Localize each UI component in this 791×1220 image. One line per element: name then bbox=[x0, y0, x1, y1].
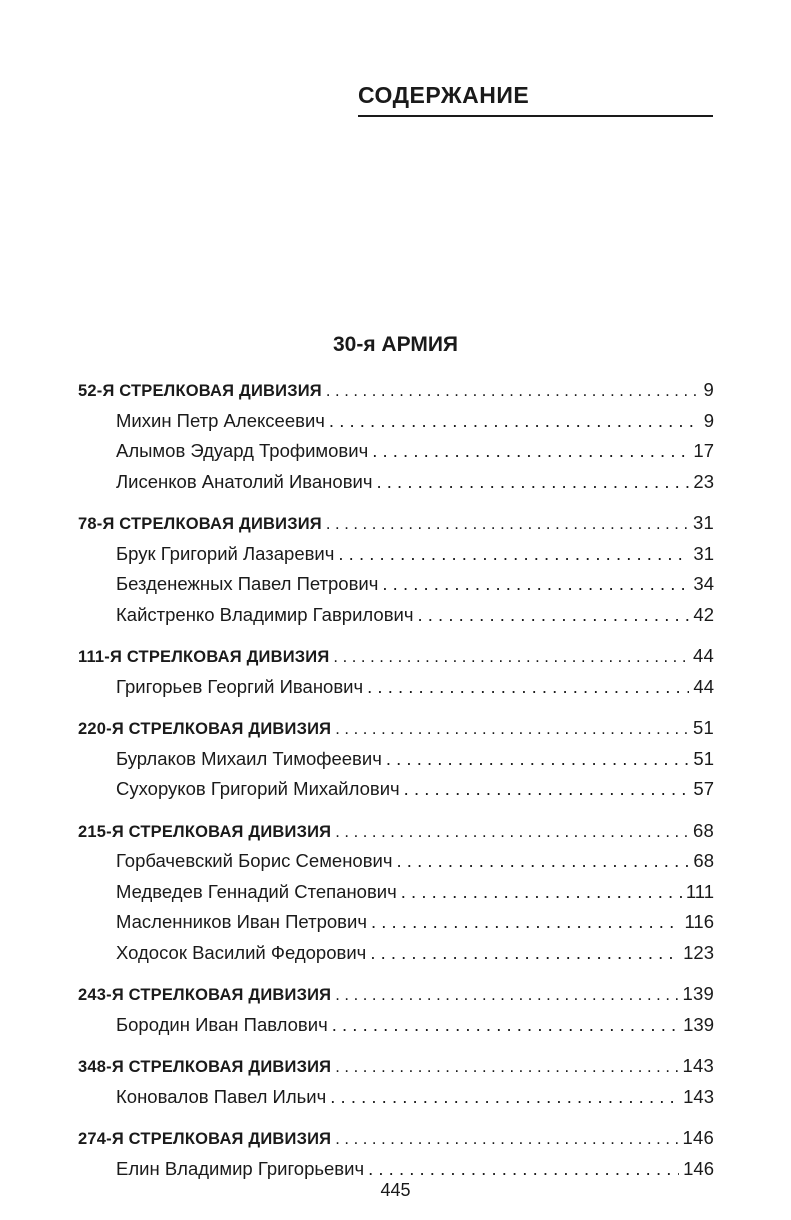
person-name: Горбачевский Борис Семенович bbox=[116, 850, 393, 871]
page-ref: 146 bbox=[682, 1127, 714, 1148]
toc-division-row[interactable] bbox=[78, 375, 714, 406]
toc-division-row[interactable] bbox=[78, 816, 714, 847]
dot-leader bbox=[386, 744, 690, 775]
page-ref: 139 bbox=[683, 1013, 714, 1035]
page-ref: 51 bbox=[693, 717, 714, 738]
page-ref: 123 bbox=[683, 941, 714, 963]
division-title: 348-Я СТРЕЛКОВАЯ ДИВИЗИЯ bbox=[78, 1058, 332, 1076]
toc-entry-row[interactable] bbox=[78, 846, 714, 877]
toc-division-group bbox=[78, 641, 714, 702]
person-name: Бурлаков Михаил Тимофеевич bbox=[116, 747, 382, 769]
toc-entry-row[interactable] bbox=[78, 938, 714, 969]
dot-leader bbox=[335, 980, 678, 1011]
division-title: 243-Я СТРЕЛКОВАЯ ДИВИЗИЯ bbox=[78, 986, 332, 1004]
dot-leader bbox=[382, 569, 689, 600]
person-name: Безденежных Павел Петрович bbox=[116, 573, 379, 594]
dot-leader bbox=[335, 1052, 678, 1083]
division-title: 220-Я СТРЕЛКОВАЯ ДИВИЗИЯ bbox=[78, 720, 332, 738]
page-ref: 31 bbox=[693, 512, 714, 533]
dot-leader bbox=[335, 817, 689, 848]
toc-entry-row[interactable] bbox=[78, 1082, 714, 1113]
page-ref: 42 bbox=[693, 603, 714, 625]
toc-entry-row[interactable] bbox=[78, 406, 714, 437]
dot-leader bbox=[367, 672, 689, 703]
toc-division-group bbox=[78, 816, 714, 969]
dot-leader bbox=[335, 1124, 678, 1155]
division-title: 78-Я СТРЕЛКОВАЯ ДИВИЗИЯ bbox=[78, 515, 322, 533]
toc-entry-row[interactable] bbox=[78, 744, 714, 775]
page-ref: 143 bbox=[683, 1085, 714, 1107]
page-ref: 111 bbox=[685, 880, 714, 902]
dot-leader bbox=[372, 436, 689, 467]
page-ref: 143 bbox=[682, 1055, 714, 1076]
section-title: 30-я АРМИЯ bbox=[332, 333, 458, 356]
dot-leader bbox=[397, 846, 690, 877]
toc-entry-row[interactable] bbox=[78, 569, 714, 600]
person-name: Бородин Иван Павлович bbox=[116, 1013, 328, 1035]
page-ref: 68 bbox=[693, 819, 714, 841]
toc-entry-row[interactable] bbox=[78, 877, 714, 908]
person-name: Сухоруков Григорий Михайлович bbox=[116, 778, 400, 799]
division-title: 274-Я СТРЕЛКОВАЯ ДИВИЗИЯ bbox=[78, 1130, 332, 1148]
division-title: 215-Я СТРЕЛКОВАЯ ДИВИЗИЯ bbox=[78, 822, 332, 841]
person-name: Медведев Геннадий Степанович bbox=[116, 880, 397, 902]
dot-leader bbox=[371, 907, 681, 938]
toc-entry-row[interactable] bbox=[78, 907, 714, 938]
division-title: 52-Я СТРЕЛКОВАЯ ДИВИЗИЯ bbox=[78, 382, 322, 400]
toc-division-group bbox=[78, 375, 714, 497]
toc-division-group bbox=[78, 508, 714, 630]
page-ref: 57 bbox=[693, 778, 714, 799]
person-name: Григорьев Георгий Иванович bbox=[116, 675, 364, 697]
toc-entry-row[interactable] bbox=[78, 672, 714, 703]
page-number: 445 bbox=[380, 1180, 411, 1200]
toc-division-row[interactable] bbox=[78, 1051, 714, 1082]
toc-entry-row[interactable] bbox=[78, 1010, 714, 1041]
person-name: Коновалов Павел Ильич bbox=[116, 1085, 327, 1107]
dot-leader bbox=[332, 1010, 679, 1041]
toc-division-row[interactable] bbox=[78, 979, 714, 1010]
dot-leader bbox=[418, 600, 690, 631]
page-ref: 31 bbox=[693, 542, 714, 564]
page-title: СОДЕРЖАНИЕ bbox=[358, 82, 713, 117]
person-name: Алымов Эдуард Трофимович bbox=[116, 440, 369, 461]
toc-division-group bbox=[78, 1051, 714, 1112]
dot-leader bbox=[370, 938, 679, 969]
person-name: Елин Владимир Григорьевич bbox=[116, 1157, 365, 1179]
page-ref: 44 bbox=[693, 645, 714, 666]
page-ref: 116 bbox=[684, 911, 714, 932]
toc-division-row[interactable] bbox=[78, 1123, 714, 1154]
toc-entry-row[interactable] bbox=[78, 436, 714, 467]
dot-leader bbox=[338, 539, 689, 570]
page-ref: 51 bbox=[693, 747, 714, 769]
dot-leader bbox=[404, 774, 690, 805]
page-ref: 68 bbox=[693, 850, 714, 871]
person-name: Михин Петр Алексеевич bbox=[116, 409, 325, 431]
person-name: Масленников Иван Петрович bbox=[116, 911, 367, 932]
dot-leader bbox=[330, 1082, 679, 1113]
toc-entry-row[interactable] bbox=[78, 774, 714, 805]
toc-division-group bbox=[78, 713, 714, 805]
page-ref: 17 bbox=[693, 440, 714, 461]
page-ref: 146 bbox=[683, 1157, 714, 1179]
page-ref: 34 bbox=[693, 573, 714, 594]
page-ref: 139 bbox=[682, 983, 714, 1004]
person-name: Брук Григорий Лазаревич bbox=[116, 542, 335, 564]
table-of-contents bbox=[78, 375, 714, 1195]
toc-division-row[interactable] bbox=[78, 713, 714, 744]
toc-entry-row[interactable] bbox=[78, 467, 714, 498]
dot-leader bbox=[326, 376, 700, 407]
toc-entry-row[interactable] bbox=[78, 539, 714, 570]
person-name: Ходосок Василий Федорович bbox=[116, 941, 367, 963]
dot-leader bbox=[333, 642, 689, 673]
person-name: Лисенков Анатолий Иванович bbox=[116, 470, 373, 492]
person-name: Кайстренко Владимир Гаврилович bbox=[116, 603, 414, 625]
toc-division-group bbox=[78, 979, 714, 1040]
page-ref: 9 bbox=[703, 379, 714, 400]
page-ref: 9 bbox=[703, 409, 714, 431]
toc-division-group bbox=[78, 1123, 714, 1184]
dot-leader bbox=[377, 467, 690, 498]
dot-leader bbox=[401, 877, 682, 908]
toc-division-row[interactable] bbox=[78, 508, 714, 539]
toc-division-row[interactable] bbox=[78, 641, 714, 672]
dot-leader bbox=[335, 714, 689, 745]
dot-leader bbox=[329, 406, 700, 437]
page-ref: 23 bbox=[693, 470, 714, 492]
dot-leader bbox=[326, 509, 689, 540]
division-title: 111-Я СТРЕЛКОВАЯ ДИВИЗИЯ bbox=[78, 648, 330, 666]
page-ref: 44 bbox=[693, 675, 714, 697]
toc-entry-row[interactable] bbox=[78, 600, 714, 631]
